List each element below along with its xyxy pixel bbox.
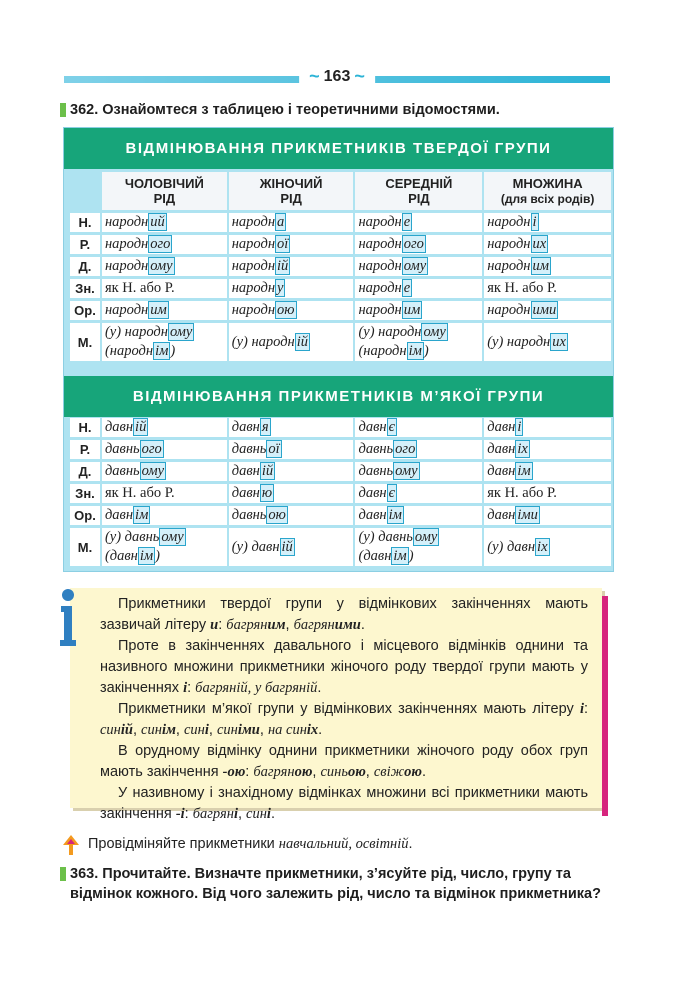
- table-cell: давнь ого: [355, 440, 482, 459]
- table-row: [70, 506, 611, 525]
- ending-box: им: [403, 302, 421, 318]
- ending-box: ому: [150, 258, 173, 274]
- page-number: ~ 163 ~: [299, 66, 375, 87]
- exercise-icon: [62, 834, 80, 856]
- hard-group-table: [68, 169, 613, 364]
- table-cell: народн ого: [102, 235, 227, 254]
- ending-box: є: [388, 485, 395, 501]
- table-cell: давн ім: [484, 462, 611, 481]
- ending-box: ій: [296, 333, 309, 350]
- table-cell: народн ому: [355, 257, 482, 276]
- exercise-instruction: Провідміняйте прикметники навчальний, освітній.: [88, 836, 413, 852]
- table-cell: як Н. або Р.: [484, 484, 611, 503]
- ending-box: им: [532, 258, 550, 274]
- info-paragraph: Прикметники твердої групи у відмінкових закінченнях мають зазвичай літеру и: багряним, багряними.: [100, 596, 588, 633]
- table-row: [70, 301, 611, 320]
- ending-box: ій: [261, 463, 274, 479]
- ending-box: ій: [281, 538, 293, 555]
- ending-box: их: [532, 236, 547, 252]
- ending-box: им: [150, 302, 167, 318]
- table-cell: (у) народн их: [484, 323, 611, 361]
- table-row: [70, 440, 611, 459]
- table-cell: (у) народн ому (народн ім ): [102, 323, 227, 361]
- table-cell: як Н. або Р.: [102, 484, 227, 503]
- table-cell: народн ими: [484, 301, 611, 320]
- table-cell: давн іх: [484, 440, 611, 459]
- task-362: 362. Ознайомтеся з таблицею і теоретичними відомостями.: [70, 100, 500, 120]
- ending-box: ім: [408, 343, 422, 359]
- table-row: [70, 418, 611, 437]
- info-paragraph: У називному і знахідному відмінках множини всі прикметники мають закінчення -і: багряні, сині.: [100, 785, 588, 822]
- ending-box: ю: [261, 485, 273, 501]
- case-label: Зн.: [70, 279, 100, 298]
- ending-box: ім: [155, 343, 169, 359]
- case-label: Р.: [70, 235, 100, 254]
- table-cell: народн ою: [229, 301, 354, 320]
- table-cell: давн ій: [102, 418, 227, 437]
- swirl-right-icon: ~: [354, 66, 365, 86]
- table-cell: давнь ого: [102, 440, 227, 459]
- table-cell: як Н. або Р.: [484, 279, 611, 298]
- case-label: Р.: [70, 440, 100, 459]
- table-header-row: [70, 172, 611, 210]
- ending-box: ім: [393, 548, 407, 564]
- case-label: Д.: [70, 462, 100, 481]
- ending-box: ого: [141, 441, 162, 457]
- column-header: ЧОЛОВІЧИЙ РІД: [102, 172, 227, 210]
- case-label: Ор.: [70, 506, 100, 525]
- declension-table: [63, 127, 614, 572]
- case-label: Н.: [70, 213, 100, 232]
- table-cell: народн ої: [229, 235, 354, 254]
- ending-box: ого: [395, 441, 416, 457]
- table-cell: народн а: [229, 213, 354, 232]
- info-icon: [58, 588, 78, 648]
- hard-group-title: ВІДМІНЮВАННЯ ПРИКМЕТНИКІВ ТВЕРДОЇ ГРУПИ: [64, 128, 613, 169]
- ending-box: ий: [150, 214, 165, 230]
- ending-box: ім: [139, 548, 154, 564]
- table-cell: як Н. або Р.: [102, 279, 227, 298]
- ending-box: і: [532, 214, 537, 230]
- ending-box: ому: [141, 463, 165, 479]
- table-cell: давн я: [229, 418, 354, 437]
- task-marker: [60, 103, 66, 117]
- ending-box: ім: [388, 507, 402, 523]
- case-label: Зн.: [70, 484, 100, 503]
- table-cell: (у) народн ому (народн ім ): [355, 323, 482, 361]
- table-cell: давн є: [355, 484, 482, 503]
- table-cell: давн іми: [484, 506, 611, 525]
- soft-group-title: ВІДМІНЮВАННЯ ПРИКМЕТНИКІВ М’ЯКОЇ ГРУПИ: [64, 376, 613, 417]
- table-cell: давнь ою: [229, 506, 354, 525]
- table-cell: давн є: [355, 418, 482, 437]
- table-cell: народн им: [355, 301, 482, 320]
- case-label: М.: [70, 528, 100, 566]
- ending-box: ого: [403, 236, 424, 252]
- table-cell: (у) давнь ому (давн ім ): [355, 528, 482, 566]
- ending-box: ої: [268, 441, 280, 457]
- ending-box: ому: [395, 463, 418, 479]
- ending-box: і: [517, 419, 522, 435]
- info-paragraph: В орудному відмінку однини прикметники жіночого роду обох груп мають закінчення -ою: багряною, синьою, свіжою.: [100, 743, 588, 780]
- table-cell: (у) народн ій: [229, 323, 354, 361]
- info-paragraph: Прикметники м’якої групи у відмінкових закінченнях мають літеру і: синій, синім, сині, синіми, на синіх.: [100, 701, 588, 738]
- table-cell: давнь ої: [229, 440, 354, 459]
- table-cell: народн ому: [102, 257, 227, 276]
- info-stripe: [602, 596, 608, 816]
- ending-box: ім: [135, 507, 149, 523]
- info-paragraph: Проте в закінченнях давального і місцевого відмінків однини та називного множини прикметники жіночого роду твердої групи мають у закінченнях і: багряній, у багряній.: [100, 638, 588, 696]
- ending-box: а: [277, 214, 285, 230]
- table-cell: народн ого: [355, 235, 482, 254]
- ending-box: ого: [150, 236, 171, 252]
- case-label: Ор.: [70, 301, 100, 320]
- page-header: [64, 64, 610, 94]
- table-cell: народн е: [355, 213, 482, 232]
- table-cell: (у) давн ій: [229, 528, 354, 566]
- ending-box: ому: [423, 324, 446, 340]
- ending-box: іх: [517, 441, 528, 457]
- table-cell: народн е: [355, 279, 482, 298]
- info-box: [70, 588, 610, 822]
- table-row: [70, 484, 611, 503]
- table-cell: народн им: [102, 301, 227, 320]
- table-cell: народн і: [484, 213, 611, 232]
- table-cell: народн ій: [229, 257, 354, 276]
- ending-box: іми: [517, 507, 538, 523]
- soft-group-table: [68, 415, 613, 569]
- ending-box: ому: [161, 529, 184, 545]
- swirl-left-icon: ~: [309, 66, 320, 86]
- table-row: [70, 257, 611, 276]
- table-cell: народн им: [484, 257, 611, 276]
- table-cell: давн і: [484, 418, 611, 437]
- table-cell: народн у: [229, 279, 354, 298]
- table-cell: (у) давнь ому (давн ім ): [102, 528, 227, 566]
- ending-box: іх: [537, 538, 548, 555]
- table-row: [70, 213, 611, 232]
- ending-box: ою: [277, 302, 295, 318]
- table-cell: давн ім: [102, 506, 227, 525]
- table-cell: давнь ому: [355, 462, 482, 481]
- case-label: Д.: [70, 257, 100, 276]
- table-cell: давн ім: [355, 506, 482, 525]
- table-row: [70, 462, 611, 481]
- table-row: [70, 528, 611, 566]
- ending-box: я: [261, 419, 269, 435]
- ending-box: ими: [532, 302, 557, 318]
- column-header: СЕРЕДНІЙ РІД: [355, 172, 482, 210]
- ending-box: ій: [135, 419, 147, 435]
- info-text: [100, 594, 588, 825]
- table-row: [70, 235, 611, 254]
- ending-box: у: [277, 280, 284, 296]
- case-label: Н.: [70, 418, 100, 437]
- ending-box: ою: [268, 507, 286, 523]
- ending-box: ому: [169, 324, 193, 340]
- table-row: [70, 323, 611, 361]
- ending-box: ому: [414, 529, 438, 545]
- task-marker: [60, 867, 66, 881]
- task-363: 363. Прочитайте. Визначте прикметники, з’ясуйте рід, число, групу та відмінок кожного. Від чого залежить рід, число та відмінок прикметника?: [70, 864, 601, 904]
- case-label: М.: [70, 323, 100, 361]
- table-cell: давн ю: [229, 484, 354, 503]
- ending-box: ім: [517, 463, 531, 479]
- ending-box: е: [403, 214, 411, 230]
- table-cell: давн ій: [229, 462, 354, 481]
- ending-box: ому: [403, 258, 427, 274]
- ending-box: ій: [277, 258, 289, 274]
- table-row: [70, 279, 611, 298]
- table-cell: (у) давн іх: [484, 528, 611, 566]
- table-cell: народн их: [484, 235, 611, 254]
- table-cell: давнь ому: [102, 462, 227, 481]
- table-cell: народн ий: [102, 213, 227, 232]
- ending-box: их: [552, 333, 566, 350]
- ending-box: є: [388, 419, 395, 435]
- ending-box: ої: [277, 236, 289, 252]
- column-header: МНОЖИНА (для всіх родів): [484, 172, 611, 210]
- column-header: ЖІНОЧИЙ РІД: [229, 172, 354, 210]
- ending-box: е: [403, 280, 411, 296]
